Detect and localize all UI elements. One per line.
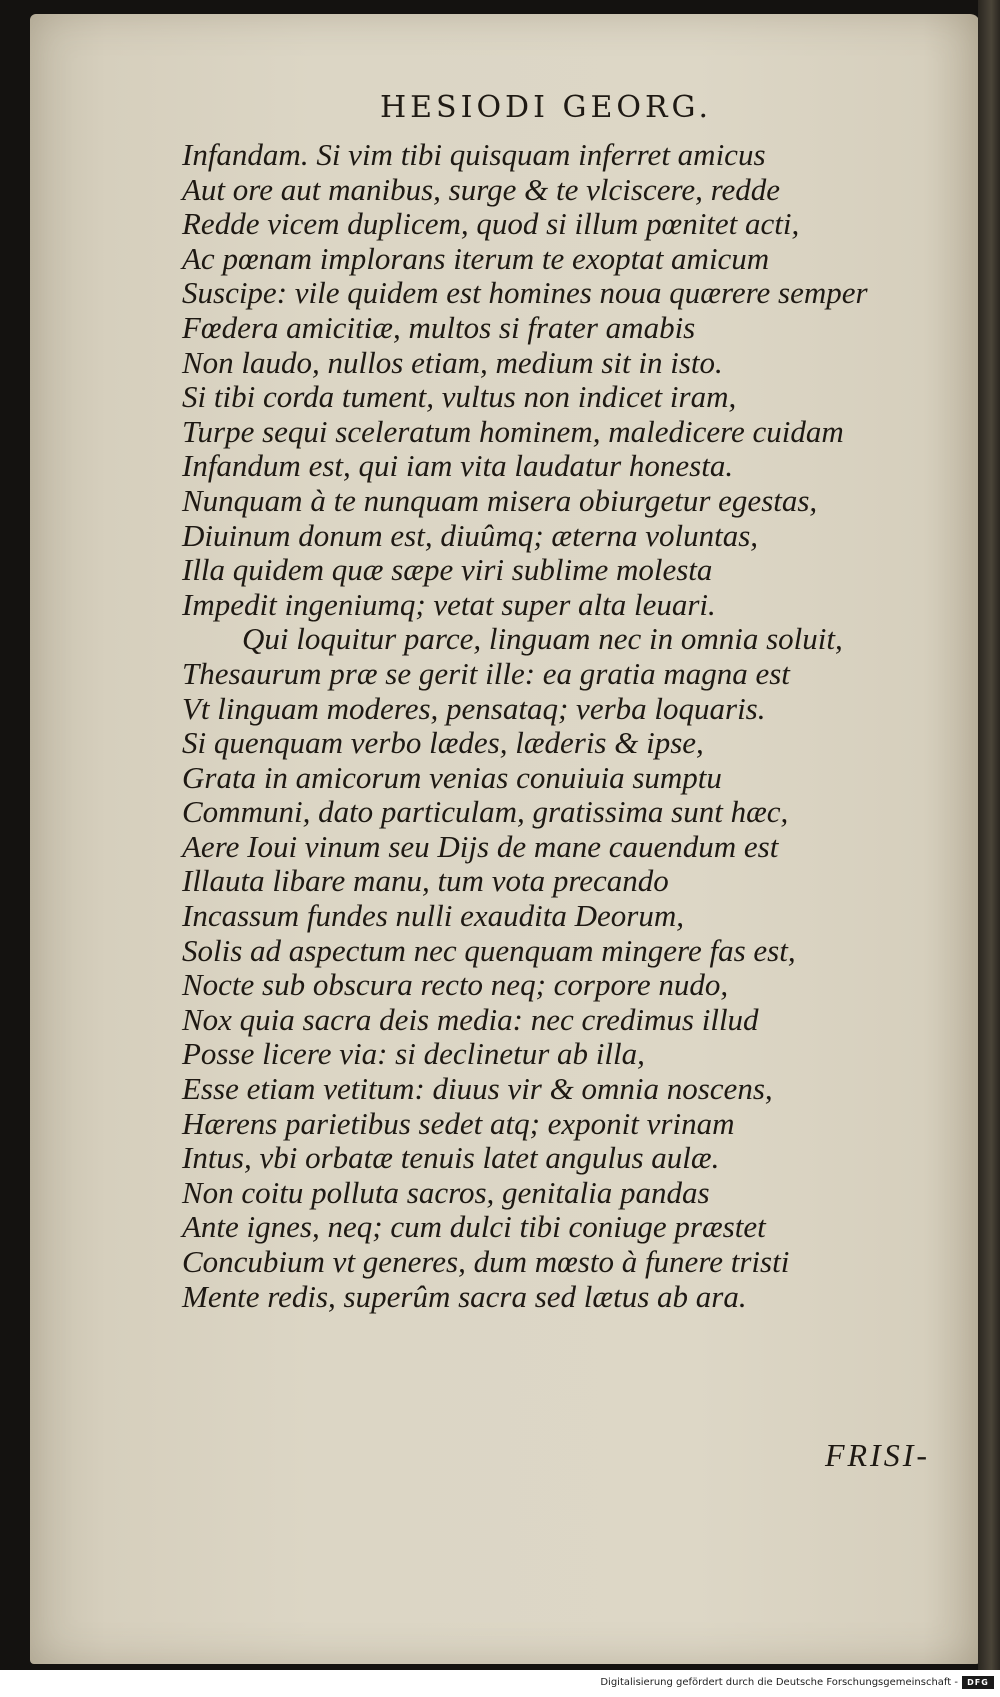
book-edge (978, 0, 1000, 1670)
verse-line: Illauta libare manu, tum vota precando (182, 863, 669, 899)
verse-line: Impedit ingeniumq; vetat super alta leuari. (182, 586, 716, 622)
verse-line: Infandam. Si vim tibi quisquam inferret amicus (182, 137, 766, 172)
verse-line: Redde vicem duplicem, quod si illum pœnitet acti, (182, 206, 800, 242)
verse-line: Esse etiam vetitum: diuus vir & omnia noscens, (182, 1071, 773, 1107)
verse-line: Ac pœnam implorans iterum te exoptat amicum (182, 240, 770, 276)
verse-line: Communi, dato particulam, gratissima sunt hæc, (182, 794, 789, 830)
verse-line: Infandum est, qui iam vita laudatur honesta. (182, 448, 734, 484)
verse-line: Diuinum donum est, diuûmq; æterna voluntas, (182, 517, 759, 553)
verse-line: Concubium vt generes, dum mœsto à funere tristi (182, 1244, 790, 1279)
dfg-logo: DFG (962, 1676, 994, 1689)
verse-line: Nocte sub obscura recto neq; corpore nudo, (182, 967, 729, 1003)
verse-line: Non laudo, nullos etiam, medium sit in isto. (182, 344, 723, 380)
footer-bar (0, 1670, 1000, 1697)
verse-line: Vt linguam moderes, pensataq; verba loquaris. (182, 690, 766, 726)
catchword: FRISI- (824, 1437, 930, 1473)
verse-line: Intus, vbi orbatæ tenuis latet angulus aulæ. (182, 1140, 720, 1176)
verse-line: Fœdera amicitiæ, multos si frater amabis (182, 309, 696, 345)
running-head: HESIODI GEORG. (380, 90, 712, 125)
verse-line: Aut ore aut manibus, surge & te vlciscere, redde (182, 171, 781, 207)
verse-line: Ante ignes, neq; cum dulci tibi coniuge præstet (182, 1209, 766, 1245)
verse-line: Suscipe: vile quidem est homines noua quærere semper (182, 275, 868, 311)
verse-line: Illa quidem quæ sæpe viri sublime molesta (182, 552, 713, 588)
verse-line: Grata in amicorum venias conuiuia sumptu (182, 759, 722, 795)
verse-line: Qui loquitur parce, linguam nec in omnia soluit, (242, 621, 843, 657)
verse-line: Incassum fundes nulli exaudita Deorum, (182, 898, 684, 934)
verse-line: Solis ad aspectum nec quenquam mingere fas est, (182, 932, 796, 968)
verse-line: Si quenquam verbo lædes, læderis & ipse, (182, 725, 704, 761)
verse-line: Mente redis, superûm sacra sed lætus ab ara. (182, 1278, 747, 1314)
verse-line: Nunquam à te nunquam misera obiurgetur egestas, (182, 482, 818, 518)
verse-line: Turpe sequi sceleratum hominem, maledicere cuidam (182, 413, 844, 449)
funding-credit: Digitalisierung gefördert durch die Deutsche Forschungsgemeinschaft - (600, 1677, 958, 1688)
verse-line: Thesaurum præ se gerit ille: ea gratia magna est (182, 655, 790, 691)
verse-line: Aere Ioui vinum seu Dijs de mane cauendum est (182, 828, 779, 864)
verse-line: Non coitu polluta sacros, genitalia pandas (182, 1174, 710, 1210)
verse-line: Posse licere via: si declinetur ab illa, (182, 1036, 645, 1072)
verse-text (182, 138, 962, 1314)
verse-line: Hærens parietibus sedet atq; exponit vrinam (182, 1105, 735, 1141)
verse-line: Nox quia sacra deis media: nec credimus illud (182, 1001, 759, 1037)
verse-line: Si tibi corda tument, vultus non indicet iram, (182, 379, 737, 415)
